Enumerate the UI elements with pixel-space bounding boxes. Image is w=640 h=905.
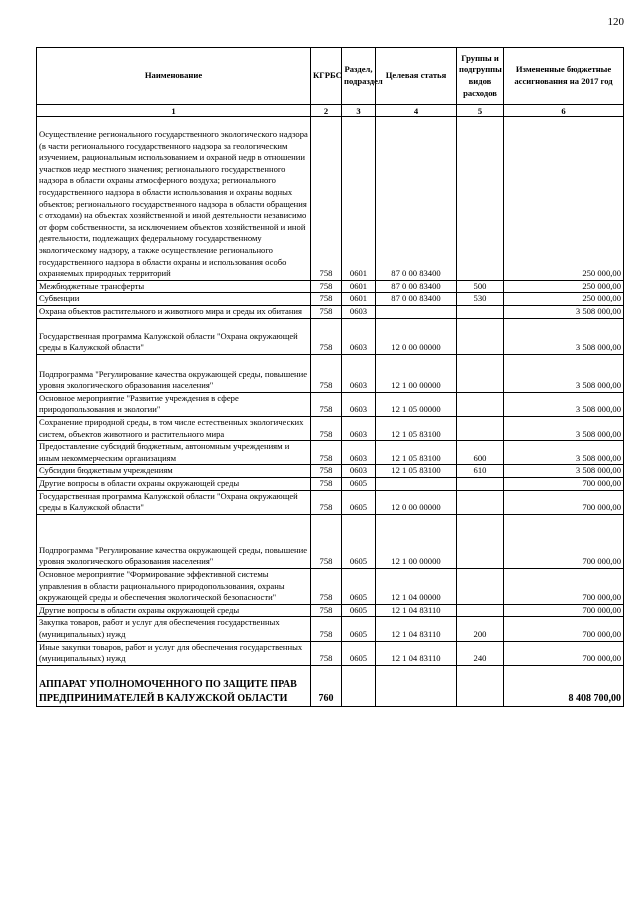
row-kgrbs: 758 [311, 280, 342, 293]
row-kgrbs: 758 [311, 117, 342, 281]
table-row [37, 641, 624, 665]
row-amount: 700 000,00 [504, 604, 624, 617]
row-group: 610 [457, 465, 504, 478]
row-kgrbs: 760 [311, 665, 342, 706]
row-section: 0603 [342, 465, 376, 478]
row-target: 87 0 00 83400 [376, 280, 457, 293]
row-group [457, 514, 504, 568]
row-section: 0605 [342, 514, 376, 568]
row-target: 12 1 05 00000 [376, 392, 457, 416]
row-kgrbs: 758 [311, 354, 342, 392]
row-section [342, 665, 376, 706]
row-group: 200 [457, 617, 504, 641]
row-target: 12 1 04 83110 [376, 604, 457, 617]
table-row [37, 305, 624, 318]
row-amount: 250 000,00 [504, 280, 624, 293]
row-target: 12 1 04 83110 [376, 617, 457, 641]
row-kgrbs: 758 [311, 318, 342, 354]
column-number: 4 [376, 105, 457, 117]
row-group [457, 417, 504, 441]
header-kgrbs: КГРБС [311, 48, 342, 105]
row-group: 530 [457, 293, 504, 306]
row-section: 0605 [342, 478, 376, 491]
table-row [37, 417, 624, 441]
row-target: 12 0 00 00000 [376, 490, 457, 514]
row-section: 0601 [342, 280, 376, 293]
row-amount: 700 000,00 [504, 490, 624, 514]
row-target: 12 1 00 00000 [376, 514, 457, 568]
row-kgrbs: 758 [311, 392, 342, 416]
header-target: Целевая статья [376, 48, 457, 105]
row-name: Осуществление регионального государственного экологического надзора (в части регионального государственного надзора за геологическим изучением, рациональным использованием и охраной недр в отношении участков недр местного значения; регионального государственного надзора в области охраны атмосферного воздуха; регионального государственного надзора в области использования и охраны водных объектов; регионального государственного надзора в области обращения с отходами) на объектах хозяйственной и иной деятельности независимо от форм собственности, за исключением объектов хозяйственной и иной деятельности, подлежащих федеральному государственному экологическому надзору, а также осуществление регионального государственного надзора в области охраны и использования особо охраняемых природных территорий [37, 117, 311, 281]
row-section: 0601 [342, 293, 376, 306]
table-row [37, 604, 624, 617]
row-kgrbs: 758 [311, 604, 342, 617]
row-group: 600 [457, 441, 504, 465]
header-section: Раздел, подраздел [342, 48, 376, 105]
row-target: 12 1 04 83110 [376, 641, 457, 665]
row-kgrbs: 758 [311, 490, 342, 514]
table-row [37, 293, 624, 306]
row-amount: 250 000,00 [504, 117, 624, 281]
table-row [37, 318, 624, 354]
row-section: 0603 [342, 392, 376, 416]
row-name: Основное мероприятие "Развитие учреждения в сфере природопользования и экологии" [37, 392, 311, 416]
table-row [37, 441, 624, 465]
row-amount: 700 000,00 [504, 514, 624, 568]
row-section: 0605 [342, 617, 376, 641]
row-amount: 3 508 000,00 [504, 392, 624, 416]
row-kgrbs: 758 [311, 641, 342, 665]
row-amount: 250 000,00 [504, 293, 624, 306]
row-target [376, 478, 457, 491]
row-name: Государственная программа Калужской области "Охрана окружающей среды в Калужской области" [37, 490, 311, 514]
row-target: 87 0 00 83400 [376, 117, 457, 281]
column-number: 1 [37, 105, 311, 117]
row-name: АППАРАТ УПОЛНОМОЧЕННОГО ПО ЗАЩИТЕ ПРАВ ПРЕДПРИНИМАТЕЛЕЙ В КАЛУЖСКОЙ ОБЛАСТИ [37, 665, 311, 706]
row-group [457, 490, 504, 514]
row-amount: 3 508 000,00 [504, 465, 624, 478]
row-section: 0601 [342, 117, 376, 281]
column-number: 5 [457, 105, 504, 117]
row-group [457, 665, 504, 706]
row-amount: 3 508 000,00 [504, 354, 624, 392]
row-amount: 3 508 000,00 [504, 441, 624, 465]
header-amount: Измененные бюджетные ассигнования на 2017 год [504, 48, 624, 105]
row-kgrbs: 758 [311, 293, 342, 306]
page-number: 120 [607, 16, 624, 28]
row-kgrbs: 758 [311, 441, 342, 465]
row-name: Предоставление субсидий бюджетным, автономным учреждениям и иным некоммерческим организациям [37, 441, 311, 465]
row-target: 12 0 00 00000 [376, 318, 457, 354]
row-kgrbs: 758 [311, 514, 342, 568]
row-group [457, 392, 504, 416]
row-amount: 3 508 000,00 [504, 318, 624, 354]
row-name: Другие вопросы в области охраны окружающей среды [37, 478, 311, 491]
table-row [37, 665, 624, 706]
row-group [457, 318, 504, 354]
header-groups: Группы и подгруппы видов расходов [457, 48, 504, 105]
row-kgrbs: 758 [311, 617, 342, 641]
table-row [37, 478, 624, 491]
row-kgrbs: 758 [311, 417, 342, 441]
row-name: Межбюджетные трансферты [37, 280, 311, 293]
row-amount: 3 508 000,00 [504, 417, 624, 441]
row-target [376, 305, 457, 318]
table-row [37, 465, 624, 478]
table-row [37, 280, 624, 293]
row-kgrbs: 758 [311, 465, 342, 478]
row-amount: 8 408 700,00 [504, 665, 624, 706]
row-target [376, 665, 457, 706]
row-section: 0603 [342, 318, 376, 354]
row-target: 87 0 00 83400 [376, 293, 457, 306]
row-name: Охрана объектов растительного и животного мира и среды их обитания [37, 305, 311, 318]
column-number: 6 [504, 105, 624, 117]
row-section: 0605 [342, 490, 376, 514]
header-name: Наименование [37, 48, 311, 105]
budget-table [36, 47, 624, 707]
row-section: 0603 [342, 417, 376, 441]
table-row [37, 354, 624, 392]
row-group [457, 117, 504, 281]
row-section: 0603 [342, 354, 376, 392]
row-name: Государственная программа Калужской области "Охрана окружающей среды в Калужской области" [37, 318, 311, 354]
row-amount: 700 000,00 [504, 569, 624, 605]
table-row [37, 569, 624, 605]
table-row [37, 514, 624, 568]
row-amount: 700 000,00 [504, 617, 624, 641]
column-number-row [37, 105, 624, 117]
row-amount: 3 508 000,00 [504, 305, 624, 318]
row-name: Субвенции [37, 293, 311, 306]
row-name: Подпрограмма "Регулирование качества окружающей среды, повышение уровня экологического образования населения" [37, 354, 311, 392]
row-group [457, 354, 504, 392]
row-target: 12 1 05 83100 [376, 465, 457, 478]
table-row [37, 117, 624, 281]
row-group [457, 305, 504, 318]
row-name: Основное мероприятие "Формирование эффективной системы управления в области рационального природопользования, охраны окружающей среды и обеспечения экологической безопасности" [37, 569, 311, 605]
row-kgrbs: 758 [311, 478, 342, 491]
row-group: 500 [457, 280, 504, 293]
table-row [37, 490, 624, 514]
row-amount: 700 000,00 [504, 478, 624, 491]
row-group [457, 478, 504, 491]
row-group [457, 604, 504, 617]
row-section: 0605 [342, 604, 376, 617]
row-name: Сохранение природной среды, в том числе естественных экологических систем, объектов животного и растительного мира [37, 417, 311, 441]
row-group: 240 [457, 641, 504, 665]
row-kgrbs: 758 [311, 305, 342, 318]
row-group [457, 569, 504, 605]
row-section: 0603 [342, 305, 376, 318]
row-section: 0603 [342, 441, 376, 465]
row-amount: 700 000,00 [504, 641, 624, 665]
row-kgrbs: 758 [311, 569, 342, 605]
row-target: 12 1 00 00000 [376, 354, 457, 392]
row-name: Закупка товаров, работ и услуг для обеспечения государственных (муниципальных) нужд [37, 617, 311, 641]
row-name: Другие вопросы в области охраны окружающей среды [37, 604, 311, 617]
row-section: 0605 [342, 641, 376, 665]
row-target: 12 1 05 83100 [376, 417, 457, 441]
row-target: 12 1 04 00000 [376, 569, 457, 605]
table-row [37, 617, 624, 641]
column-number: 2 [311, 105, 342, 117]
row-target: 12 1 05 83100 [376, 441, 457, 465]
table-header-row [37, 48, 624, 105]
table-row [37, 392, 624, 416]
row-name: Субсидии бюджетным учреждениям [37, 465, 311, 478]
row-name: Подпрограмма "Регулирование качества окружающей среды, повышение уровня экологического образования населения" [37, 514, 311, 568]
column-number: 3 [342, 105, 376, 117]
row-name: Иные закупки товаров, работ и услуг для обеспечения государственных (муниципальных) нужд [37, 641, 311, 665]
row-section: 0605 [342, 569, 376, 605]
